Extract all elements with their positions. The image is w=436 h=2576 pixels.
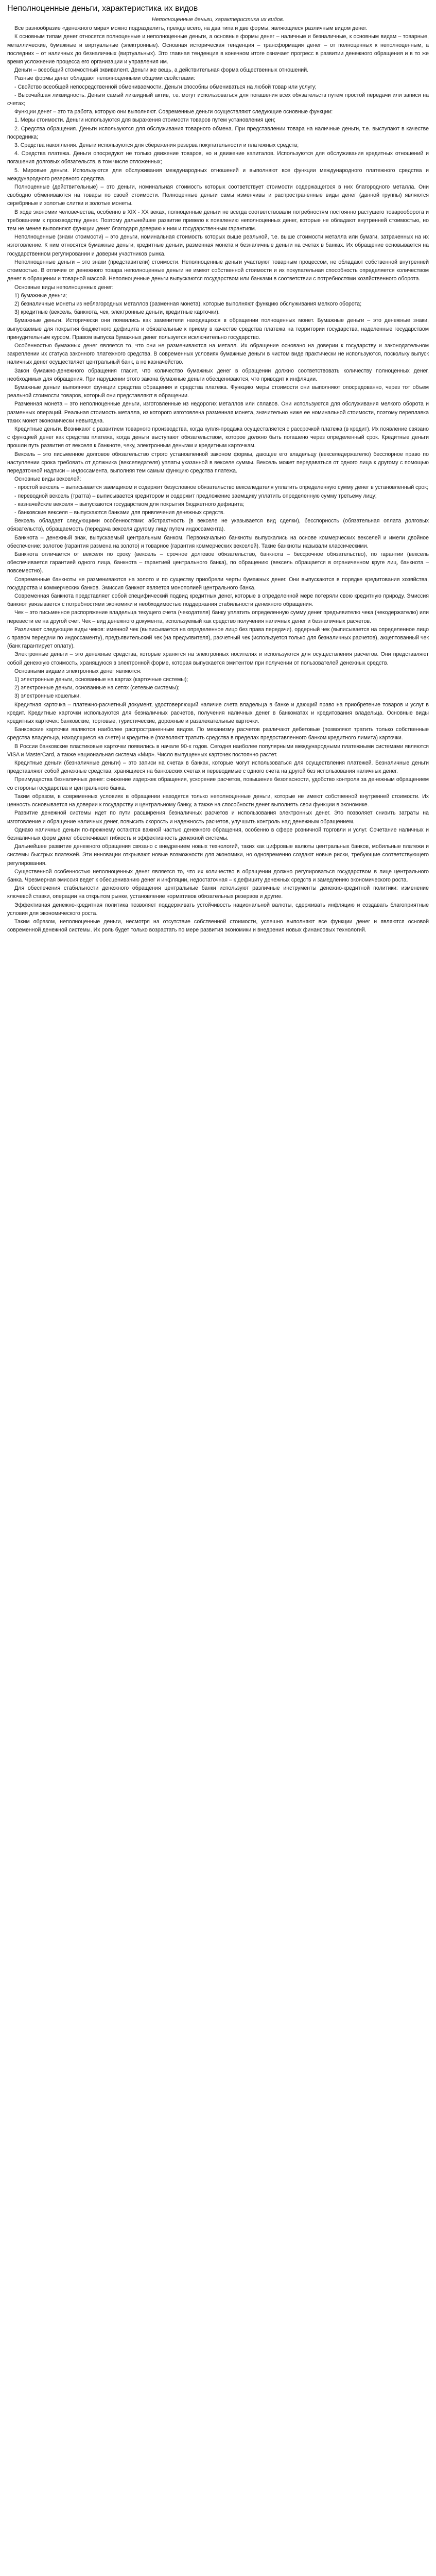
- body-paragraph: К основным типам денег относятся полноценные и неполноценные деньги, а основные формы денег – наличные и безналичные, к основным видам – товарные, металлические, бумажные и виртуальные (электронные). Основная историческая тенденция – трансформация денег – от полноценных к неполноценным, а последних – от наличных до безналичных (виртуальных). Это главная тенденция в конечном итоге означает прогресс в развитии денежного обращения и в то же время усложнение процесса его организации и управления им.: [7, 33, 429, 65]
- body-paragraph: Банковские карточки являются наиболее распространенным видом. По механизму расчетов различают дебетовые (позволяют тратить только собственные средства владельца, находящиеся на счете) и кредитные (позволяют тратить средства в пределах предоставленного банком кредитного лимита) карточки.: [7, 726, 429, 741]
- body-paragraph: Кредитные деньги. Возникают с развитием товарного производства, когда купля-продажа осуществляется с рассрочкой платежа (в кредит). Их появление связано с функцией денег как средства платежа, когда деньги выступают обязательством, которое должно быть погашено через определенный срок. Кредитные деньги прошли путь развития от векселя к банкноте, чеку, электронным деньгам и кредитным карточкам.: [7, 426, 429, 449]
- body-paragraph: Дальнейшее развитие денежного обращения связано с внедрением новых технологий, таких как цифровые валюты центральных банков, мобильные платежи и системы быстрых платежей. Эти инновации открывают новые возможности для экономики, но одновременно создают новые риски, требующие соответствующего регулирования.: [7, 843, 429, 867]
- body-paragraph: Разные формы денег обладают неполноценными общими свойствами:: [14, 75, 196, 82]
- body-paragraph: Кредитные деньги (безналичные деньги) – это записи на счетах в банках, которые могут использоваться для осуществления платежей. Безналичные деньги представляют собой денежные средства, хранящиеся на банковских счетах и переводимые с одного счета на другой без использования наличных денег.: [7, 760, 429, 775]
- body-paragraph: В ходе экономии человечества, особенно в XIX - XX веках, полноценные деньги не всегда соответствовали потребностям постоянно растущего товарооборота и требованиям к производству денег. Поэтому дальнейшее развитие привело к появлению неполноценных денег, которые не обладают внутренней стоимостью, но тем не менее выполняют функции денег благодаря доверию к ним и государственным гарантиям.: [7, 209, 429, 232]
- body-paragraph: Современная банкнота представляет собой специфический подвид кредитных денег, которые в определенной мере потеряли свою кредитную природу. Эмиссия банкнот увязывается с потребностями экономики и необходимостью поддержания стабильности денежного обращения.: [7, 593, 429, 608]
- body-paragraph: Основные виды векселей:: [14, 476, 81, 483]
- body-paragraph: 2. Средства обращения. Деньги используются для обслуживания товарного обмена. При представлении товара на наличные деньги, т.е. выступают в качестве посредника;: [7, 125, 429, 140]
- body-paragraph: 2) электронные деньги, основанные на сетях (сетевые системы);: [14, 685, 180, 691]
- body-paragraph: Таким образом, неполноценные деньги, несмотря на отсутствие собственной стоимости, успешно выполняют все функции денег и являются основой современной денежной системы. Их роль будет только возрастать по мере развития экономики и внедрения новых финансовых технологий.: [7, 918, 429, 934]
- body-paragraph: 3) кредитные (вексель, банкнота, чек, электронные деньги, кредитные карточки).: [14, 309, 220, 316]
- body-paragraph: Преимущества безналичных денег: снижение издержек обращения, ускорение расчетов, повышение безопасности, удобство контроля за денежным обращением со стороны государства и центрального банка.: [7, 776, 429, 791]
- body-paragraph: - Высочайшая ликвидность. Деньги самый ликвидный актив, т.е. могут использоваться для погашения всех обязательств путем простой передачи или записи на счетах;: [7, 92, 429, 107]
- body-paragraph: 1) бумажные деньги;: [14, 292, 67, 299]
- body-paragraph: 4. Средства платежа. Деньги опосредуют не только движение товаров, но и движение капиталов. Используются для обслуживания кредитных отношений и погашения долговых обязательств, в том числе отложенных;: [7, 150, 429, 165]
- document-body: [7, 24, 429, 934]
- body-paragraph: Основными видами электронных денег являются:: [14, 668, 142, 674]
- body-paragraph: Различают следующие виды чеков: именной чек (выписывается на определенное лицо без права передачи), ордерный чек (выписывается на определенное лицо с правом передачи по индоссаменту), предъявительский чек (на предъявителя), расчетный чек (используется только для безналичных расчетов), акцептованный чек (банк гарантирует оплату).: [7, 626, 429, 650]
- body-paragraph: Вексель – это письменное долговое обязательство строго установленной законом формы, дающее его владельцу (векселедержателю) бесспорное право по наступлении срока требовать от должника (векселедателя) уплаты указанной в векселе суммы. Вексель может передаваться от одного лица к другому с помощью передаточной надписи – индоссамента, выполняя тем самым функцию средства платежа.: [7, 451, 429, 474]
- body-paragraph: Вексель обладает следующими особенностями: абстрактность (в векселе не указывается вид сделки), бесспорность (обязательная оплата долговых обязательств), обращаемость (передача векселя другому лицу путем индоссамента).: [7, 518, 429, 533]
- body-paragraph: Кредитная карточка – платежно-расчетный документ, удостоверяющий наличие счета владельца в банке и дающий право на приобретение товаров и услуг в кредит. Кредитные карточки используются для безналичных расчетов, получения наличных денег в банкоматах и кредитования владельца. Основные виды кредитных карточек: банковские, торговые, туристические, дорожные и развлекательные карточки.: [7, 701, 429, 725]
- body-paragraph: 1. Меры стоимости. Деньги используются для выражения стоимости товаров путем установления цен;: [14, 117, 276, 124]
- body-paragraph: - переводной вексель (тратта) – выписывается кредитором и содержит предложение заемщику уплатить определенную сумму третьему лицу;: [14, 493, 377, 499]
- body-paragraph: 2) безналичные монеты из неблагородных металлов (разменная монета), которые выполняют функцию обслуживания мелкого оборота;: [14, 300, 362, 307]
- body-paragraph: Особенностью бумажных денег является то, что они не размениваются на металл. Их обращение основано на доверии к государству и законодательном закреплении их статуса законного платежного средства. В современных условиях бумажные деньги в чистом виде практически не используются, поскольку выпуск наличных денег осуществляет центральный банк, а не казначейство.: [7, 342, 429, 366]
- body-paragraph: Закон бумажно-денежного обращения гласит, что количество бумажных денег в обращении должно соответствовать количеству полноценных денег, необходимых для обращения. При нарушении этого закона бумажные деньги обесцениваются, что приводит к инфляции.: [7, 367, 429, 382]
- body-paragraph: Все разнообразие «денежного мира» можно подразделить, прежде всего, на два типа и две формы, являющиеся различным видом денег.: [14, 25, 368, 32]
- page-subtitle: Неполноценные деньги, характеристика их видов.: [151, 16, 285, 23]
- body-paragraph: 1) электронные деньги, основанные на картах (карточные системы);: [14, 676, 188, 683]
- body-paragraph: Разменная монета – это неполноценные деньги, изготовленные из недорогих металлов или сплавов. Они используются для обслуживания мелкого оборота и разменных операций. Реальная стоимость металла, из которого изготовлена разменная монета, значительно ниже ее номинальной стоимости, поэтому переплавка таких монет экономически невыгодна.: [7, 401, 429, 424]
- body-paragraph: Функции денег – это та работа, которую они выполняют. Современные деньги осуществляют следующие основные функции:: [14, 109, 333, 115]
- body-paragraph: Эффективная денежно-кредитная политика позволяет поддерживать устойчивость национальной валюты, сдерживать инфляцию и создавать благоприятные условия для экономического роста.: [7, 902, 429, 917]
- body-paragraph: Современные банкноты не размениваются на золото и по существу приобрели черты бумажных денег. Они выпускаются в порядке кредитования хозяйства, государства и коммерческих банков. Эмиссия банкнот является монополией центрального банка.: [7, 576, 429, 591]
- body-paragraph: Неполноценные (знаки стоимости) – это деньги, номинальная стоимость которых выше реальной, т.е. выше стоимости металла или бумаги, затраченных на их изготовление. К ним относятся бумажные деньги, кредитные деньги, разменная монета и безналичные деньги на счетах в банках. Их обращение основывается на государственном регулировании и доверии участников рынка.: [7, 234, 429, 257]
- body-paragraph: Деньги – всеобщий стоимостный эквивалент. Деньги же вещь, а действительная форма общественных отношений.: [14, 67, 309, 74]
- body-paragraph: Неполноценные деньги – это знаки (представители) стоимости. Неполноценные деньги участвуют товарным процессом, не обладают собственной внутренней стоимостью. В отличие от денежного товара неполноценные деньги не имеют собственной стоимости и их покупательная способность определяется количеством денег в обращении и товарной массой. Неполноценные деньги выпускаются государством или банками в соответствии с потребностями хозяйственного оборота.: [7, 259, 429, 282]
- body-paragraph: Банкнота – денежный знак, выпускаемый центральным банком. Первоначально банкноты выпускались на основе коммерческих векселей и имели двойное обеспечение: золотое (гарантия размена на золото) и товарное (гарантия коммерческих векселей). Такие банкноты называли классическими.: [7, 534, 429, 549]
- body-paragraph: Развитие денежной системы идет по пути расширения безналичных расчетов и использования электронных денег. Это позволяет снизить затраты на изготовление и обращение наличных денег, повысить скорость и надежность расчетов, улучшить контроль над денежным обращением.: [7, 810, 429, 825]
- body-paragraph: Таким образом, в современных условиях в обращении находятся только неполноценные деньги, которые не имеют собственной внутренней стоимости. Их ценность основывается на доверии к государству и центральному банку, а также на способности денег выполнять свои функции в экономике.: [7, 793, 429, 808]
- body-paragraph: - банковские векселя – выпускаются банками для привлечения денежных средств.: [14, 509, 225, 516]
- body-paragraph: В России банковские пластиковые карточки появились в начале 90-х годов. Сегодня наиболее популярными международными платежными системами являются VISA и MasterCard, а также национальная система «Мир». Число выпущенных карточек постоянно растет.: [7, 743, 429, 758]
- body-paragraph: Полноценные (действительные) – это деньги, номинальная стоимость которых соответствует стоимости содержащегося в них благородного металла. Они свободно обмениваются на товары по своей стоимости. Полноценные деньги самы изменчивы и распространенные виды денег (данной группы) являются серебряные и золотые слитки и золотые монеты.: [7, 184, 429, 207]
- body-paragraph: - Свойство всеобщей непосредственной обмениваемости. Деньги способны обмениваться на любой товар или услугу;: [14, 83, 317, 90]
- body-paragraph: Электронные деньги – это денежные средства, которые хранятся на электронных носителях и используются для осуществления расчетов. Они представляют собой денежную стоимость, хранящуюся в электронной форме, которая выпускается эмитентом при получении от пользователей денежных средств.: [7, 651, 429, 666]
- body-paragraph: Чек – это письменное распоряжение владельца текущего счета (чекодателя) банку уплатить определенную сумму денег предъявителю чека (чекодержателю) или перевести ее на другой счет. Чек – вид денежного документа, используемый как средство получения наличных денег и безналичных расчетов.: [7, 609, 429, 624]
- body-paragraph: Бумажные деньги выполняют функции средства обращения и средства платежа. Функцию меры стоимости они выполняют опосредованно, через тот объем реальной стоимости товаров, который они представляют в обращении.: [7, 384, 429, 399]
- body-paragraph: - простой вексель – выписывается заемщиком и содержит безусловное обязательство векселедателя уплатить определенную сумму денег в установленный срок;: [14, 484, 428, 491]
- body-paragraph: Существенной особенностью неполноценных денег является то, что их количество в обращении должно регулироваться государством в лице центрального банка. Чрезмерная эмиссия ведет к обесцениванию денег и инфляции, недостаточная – к дефициту денежных средств и замедлению экономического роста.: [7, 868, 429, 883]
- body-paragraph: Банкнота отличается от векселя по сроку (вексель – срочное долговое обязательство, банкнота – бессрочное обязательство), по гарантии (вексель обеспечивается гарантией одного лица, банкнота – гарантией центрального банка), по обращению (вексель обращается в ограниченном круге лиц, банкнота – повсеместно).: [7, 551, 429, 574]
- body-paragraph: 5. Мировые деньги. Используются для обслуживания международных отношений и выполняют все функции международного платежного средства и международного резервного средства.: [7, 167, 429, 182]
- body-paragraph: 3. Средства накопления. Деньги используются для сбережения резерва покупательности и платежных средств;: [14, 142, 299, 149]
- body-paragraph: Основные виды неполноценных денег:: [14, 284, 114, 291]
- page-title: Неполноценные деньги, характеристика их видов: [7, 4, 198, 13]
- body-paragraph: - казначейские векселя – выпускаются государством для покрытия бюджетного дефицита;: [14, 501, 245, 507]
- body-paragraph: Для обеспечения стабильности денежного обращения центральные банки используют различные инструменты денежно-кредитной политики: изменение ключевой ставки, операции на открытом рынке, установление нормативов обязательных резервов и другие.: [7, 885, 429, 900]
- body-paragraph: Однако наличные деньги по-прежнему остаются важной частью денежного обращения, особенно в сфере розничной торговли и услуг. Сочетание наличных и безналичных форм денег обеспечивает гибкость и эффективность денежной системы.: [7, 826, 429, 841]
- body-paragraph: 3) электронные кошельки.: [14, 693, 81, 700]
- body-paragraph: Бумажные деньги. Исторически они появились как заменители находящихся в обращении полноценных монет. Бумажные деньги – это денежные знаки, выпускаемые для покрытия бюджетного дефицита и обязательные к приему в качестве средства платежа на территории государства, наделенные государством принудительным курсом. Правом выпуска бумажных денег пользуется исключительно государство.: [7, 317, 429, 341]
- document-page: [0, 0, 436, 939]
